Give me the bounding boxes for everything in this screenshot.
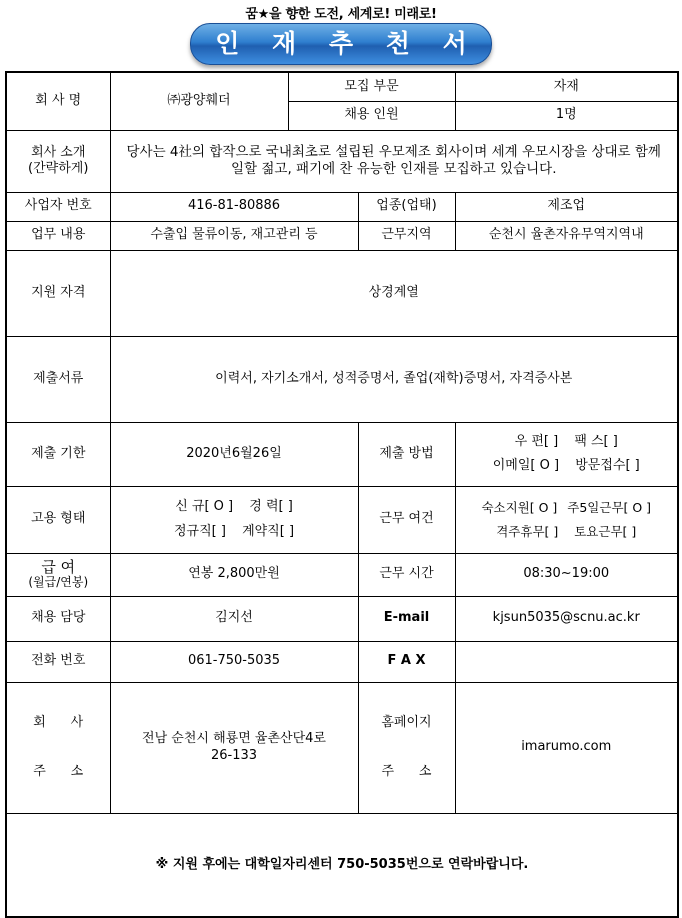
- duty-value: 수출입 물류이동, 재고관리 등: [110, 221, 358, 250]
- docs-value: 이력서, 자기소개서, 성적증명서, 졸업(재학)증명서, 자격증사본: [110, 336, 678, 422]
- cond-label: 근무 여건: [358, 486, 455, 553]
- emp-type-label: 고용 형태: [6, 486, 110, 553]
- phone-label: 전화 번호: [6, 641, 110, 682]
- address-label: [6, 682, 110, 813]
- company-name-label: 회 사 명: [6, 72, 110, 130]
- address-line1: 전남 순천시 해룡면 율촌산단4로: [142, 731, 326, 747]
- salary-label: [6, 553, 110, 596]
- address-line2: 26-133: [210, 747, 258, 763]
- emp-type-experienced: 경 력[ ]: [249, 499, 293, 515]
- phone-value: 061-750-5035: [110, 641, 358, 682]
- method-label: 제출 방법: [358, 422, 455, 486]
- industry-value: 제조업: [455, 192, 678, 221]
- cond-saturday: 토요근무[ ]: [574, 523, 637, 539]
- bizno-label: 사업자 번호: [6, 192, 110, 221]
- homepage-label-line2: 주 소: [381, 763, 432, 779]
- homepage-label-line1: 홈페이지: [381, 715, 432, 730]
- contact-notice: ※ 지원 후에는 대학일자리센터 750-5035번으로 연락바랍니다.: [6, 813, 678, 917]
- homepage-value: imarumo.com: [455, 682, 678, 813]
- location-label: 근무지역: [358, 221, 455, 250]
- hours-value: 08:30~19:00: [455, 553, 678, 596]
- count-value: 1명: [455, 101, 678, 130]
- intro-label: [6, 130, 110, 192]
- cond-options: [455, 486, 678, 553]
- emp-type-new: 신 규[ O ]: [175, 499, 234, 515]
- page-title: 인 재 추 천 서: [190, 23, 492, 65]
- emp-type-contract: 계약직[ ]: [242, 523, 295, 539]
- salary-value: 연봉 2,800만원: [110, 553, 358, 596]
- method-option-mail: 우 편[ ]: [514, 433, 559, 449]
- homepage-label: [358, 682, 455, 813]
- company-name: ㈜광양훼더: [110, 72, 288, 130]
- dept-label: 모집 부문: [288, 72, 455, 101]
- hours-label: 근무 시간: [358, 553, 455, 596]
- cond-biweekly: 격주휴무[ ]: [496, 523, 559, 539]
- salary-label-line2: (월급/연봉): [28, 575, 89, 590]
- docs-label: 제출서류: [6, 336, 110, 422]
- method-option-fax: 팩 스[ ]: [574, 433, 618, 449]
- fax-value: [455, 641, 678, 682]
- address-label-line2: 주 소: [33, 763, 84, 779]
- dept-value: 자재: [455, 72, 678, 101]
- intro-label-line2: (간략하게): [28, 161, 89, 176]
- qual-value: 상경계열: [110, 250, 678, 336]
- deadline-label: 제출 기한: [6, 422, 110, 486]
- emp-type-options: [110, 486, 358, 553]
- address-label-line1: 회 사: [33, 715, 84, 730]
- cond-housing: 숙소지원[ O ]: [481, 499, 558, 515]
- method-option-visit: 방문접수[ ]: [575, 458, 640, 473]
- fax-label: F A X: [358, 641, 455, 682]
- intro-text: 당사는 4社의 합작으로 국내최초로 설립된 우모제조 회사이며 세계 우모시장을 상대로 함께 일할 젊고, 패기에 찬 유능한 인재를 모집하고 있습니다.: [110, 130, 678, 192]
- manager-label: 채용 담당: [6, 596, 110, 641]
- method-options: [455, 422, 678, 486]
- salary-label-line1: 급 여: [41, 558, 76, 577]
- email-label: E-mail: [358, 596, 455, 641]
- duty-label: 업무 내용: [6, 221, 110, 250]
- address-value: [110, 682, 358, 813]
- cond-5day: 주5일근무[ O ]: [567, 499, 652, 515]
- intro-label-line1: 회사 소개: [31, 144, 86, 160]
- manager-value: 김지선: [110, 596, 358, 641]
- slogan: 꿈★을 향한 도전, 세계로! 미래로!: [245, 7, 437, 22]
- recommendation-form: [5, 71, 679, 918]
- qual-label: 지원 자격: [6, 250, 110, 336]
- deadline-value: 2020년6월26일: [110, 422, 358, 486]
- bizno-value: 416-81-80886: [110, 192, 358, 221]
- emp-type-regular: 정규직[ ]: [173, 523, 226, 539]
- method-option-email: 이메일[ O ]: [492, 458, 560, 473]
- email-value: kjsun5035@scnu.ac.kr: [455, 596, 678, 641]
- industry-label: 업종(업태): [358, 192, 455, 221]
- count-label: 채용 인원: [288, 101, 455, 130]
- location-value: 순천시 율촌자유무역지역내: [455, 221, 678, 250]
